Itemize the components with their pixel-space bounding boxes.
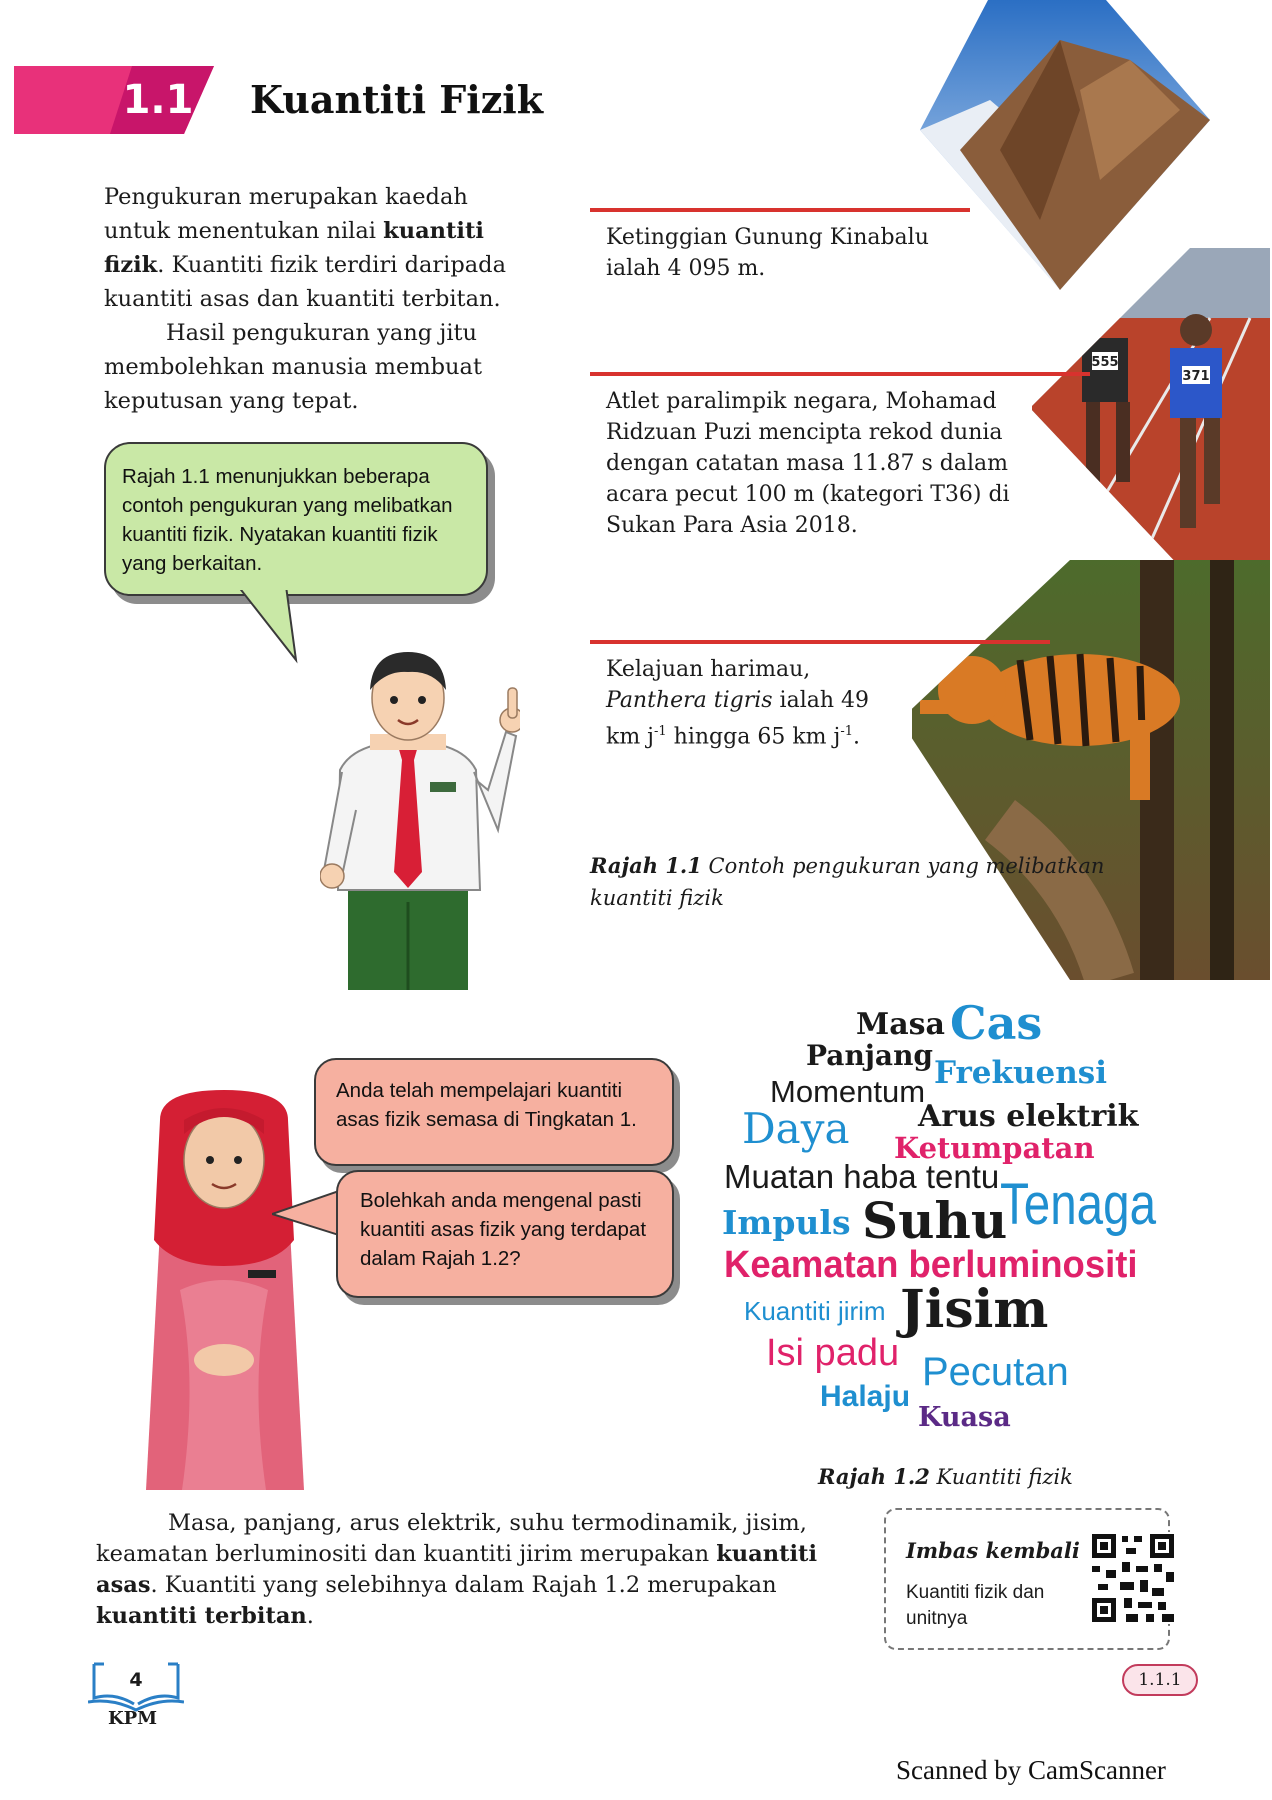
bubble-tail <box>230 586 310 666</box>
section-title: Kuantiti Fizik <box>250 77 544 122</box>
tiger-photo <box>880 560 1270 980</box>
word-frekuensi: Frekuensi <box>934 1055 1108 1091</box>
word-keamatan-berluminositi: Keamatan berluminositi <box>724 1244 1138 1286</box>
word-kuantiti-jirim: Kuantiti jirim <box>744 1296 886 1326</box>
section-number: 1.1 <box>122 77 194 123</box>
word-pecutan: Pecutan <box>922 1350 1069 1394</box>
qr-code-icon[interactable] <box>1090 1532 1176 1624</box>
intro-paragraph-1: Pengukuran merupakan kaedah untuk menentukan nilai kuantiti fizik. Kuantiti fizik terdiri daripada kuantiti asas dan kuantiti terbitan. <box>104 184 506 312</box>
word-arus-elektrik: Arus elektrik <box>918 1099 1139 1134</box>
word-isi-padu: Isi padu <box>766 1332 900 1374</box>
word-kuasa: Kuasa <box>918 1402 1011 1433</box>
learning-standard-badge: 1.1.1 <box>1122 1664 1198 1696</box>
word-momentum: Momentum <box>770 1074 926 1109</box>
word-muatan-haba-tentu: Muatan haba tentu <box>724 1158 1000 1195</box>
question-bubble-text: Rajah 1.1 menunjukkan beberapa contoh pengukuran yang melibatkan kuantiti fizik. Nyatakan kuantiti fizik yang berkaitan. <box>122 465 453 575</box>
mountain-caption: Ketinggian Gunung Kinabalu ialah 4 095 m. <box>592 212 972 288</box>
athlete-photo <box>1030 248 1270 588</box>
figure-1-caption: Rajah 1.1 Contoh pengukuran yang melibatkan kuantiti fizik <box>590 853 1105 910</box>
tiger-caption: Kelajuan harimau, Panthera tigris ialah 49 km $j^{-1}$ hingga 65 km $j^{-1}$. <box>592 644 912 756</box>
word-jisim: Jisim <box>900 1279 1049 1340</box>
student-girl-illustration <box>140 1090 310 1490</box>
publisher-label: KPM <box>108 1708 158 1729</box>
word-impuls: Impuls <box>722 1203 851 1242</box>
intro-paragraph-2: Hasil pengukuran yang jitu membolehkan manusia membuat keputusan yang tepat. <box>104 320 483 414</box>
base-quantities-paragraph: Masa, panjang, arus elektrik, suhu termodinamik, jisim, keamatan berluminositi dan kuantiti jirim merupakan kuantiti asas. Kuantiti yang selebihnya dalam Rajah 1.2 merupakan kuantiti terbitan. <box>96 1510 817 1629</box>
word-suhu: Suhu <box>862 1191 1008 1250</box>
word-cas: Cas <box>950 996 1043 1050</box>
recall-bubble-text: Anda telah mempelajari kuantiti asas fizik semasa di Tingkatan 1. <box>336 1079 637 1131</box>
pink-bubble-tail <box>272 1186 342 1242</box>
word-ketumpatan: Ketumpatan <box>894 1131 1095 1165</box>
imbas-kembali-title: Imbas kembali <box>906 1538 1080 1563</box>
student-boy-illustration <box>320 640 520 990</box>
word-tenaga: Tenaga <box>1000 1172 1157 1237</box>
word-daya: Daya <box>742 1104 850 1153</box>
word-halaju: Halaju <box>820 1380 911 1413</box>
figure-2-caption: Rajah 1.2 Kuantiti fizik <box>818 1464 1073 1489</box>
athlete-bib-right: 371 <box>1182 369 1210 384</box>
imbas-kembali-subtitle: Kuantiti fizik dan unitnya <box>906 1582 1045 1629</box>
identify-question-text: Bolehkah anda mengenal pasti kuantiti asas fizik yang terdapat dalam Rajah 1.2? <box>360 1189 647 1270</box>
page-number: 4 <box>129 1669 143 1691</box>
word-panjang: Panjang <box>806 1039 934 1072</box>
scanner-watermark: Scanned by CamScanner <box>896 1755 1166 1785</box>
athlete-bib-left: 555 <box>1091 355 1119 370</box>
athlete-caption: Atlet paralimpik negara, Mohamad Ridzuan Puzi mencipta rekod dunia dengan catatan masa 11.87 s dalam acara pecut 100 m (kategori T36) di Sukan Para Asia 2018. <box>592 376 1032 546</box>
word-masa: Masa <box>856 1007 945 1042</box>
intro-text <box>104 180 524 418</box>
